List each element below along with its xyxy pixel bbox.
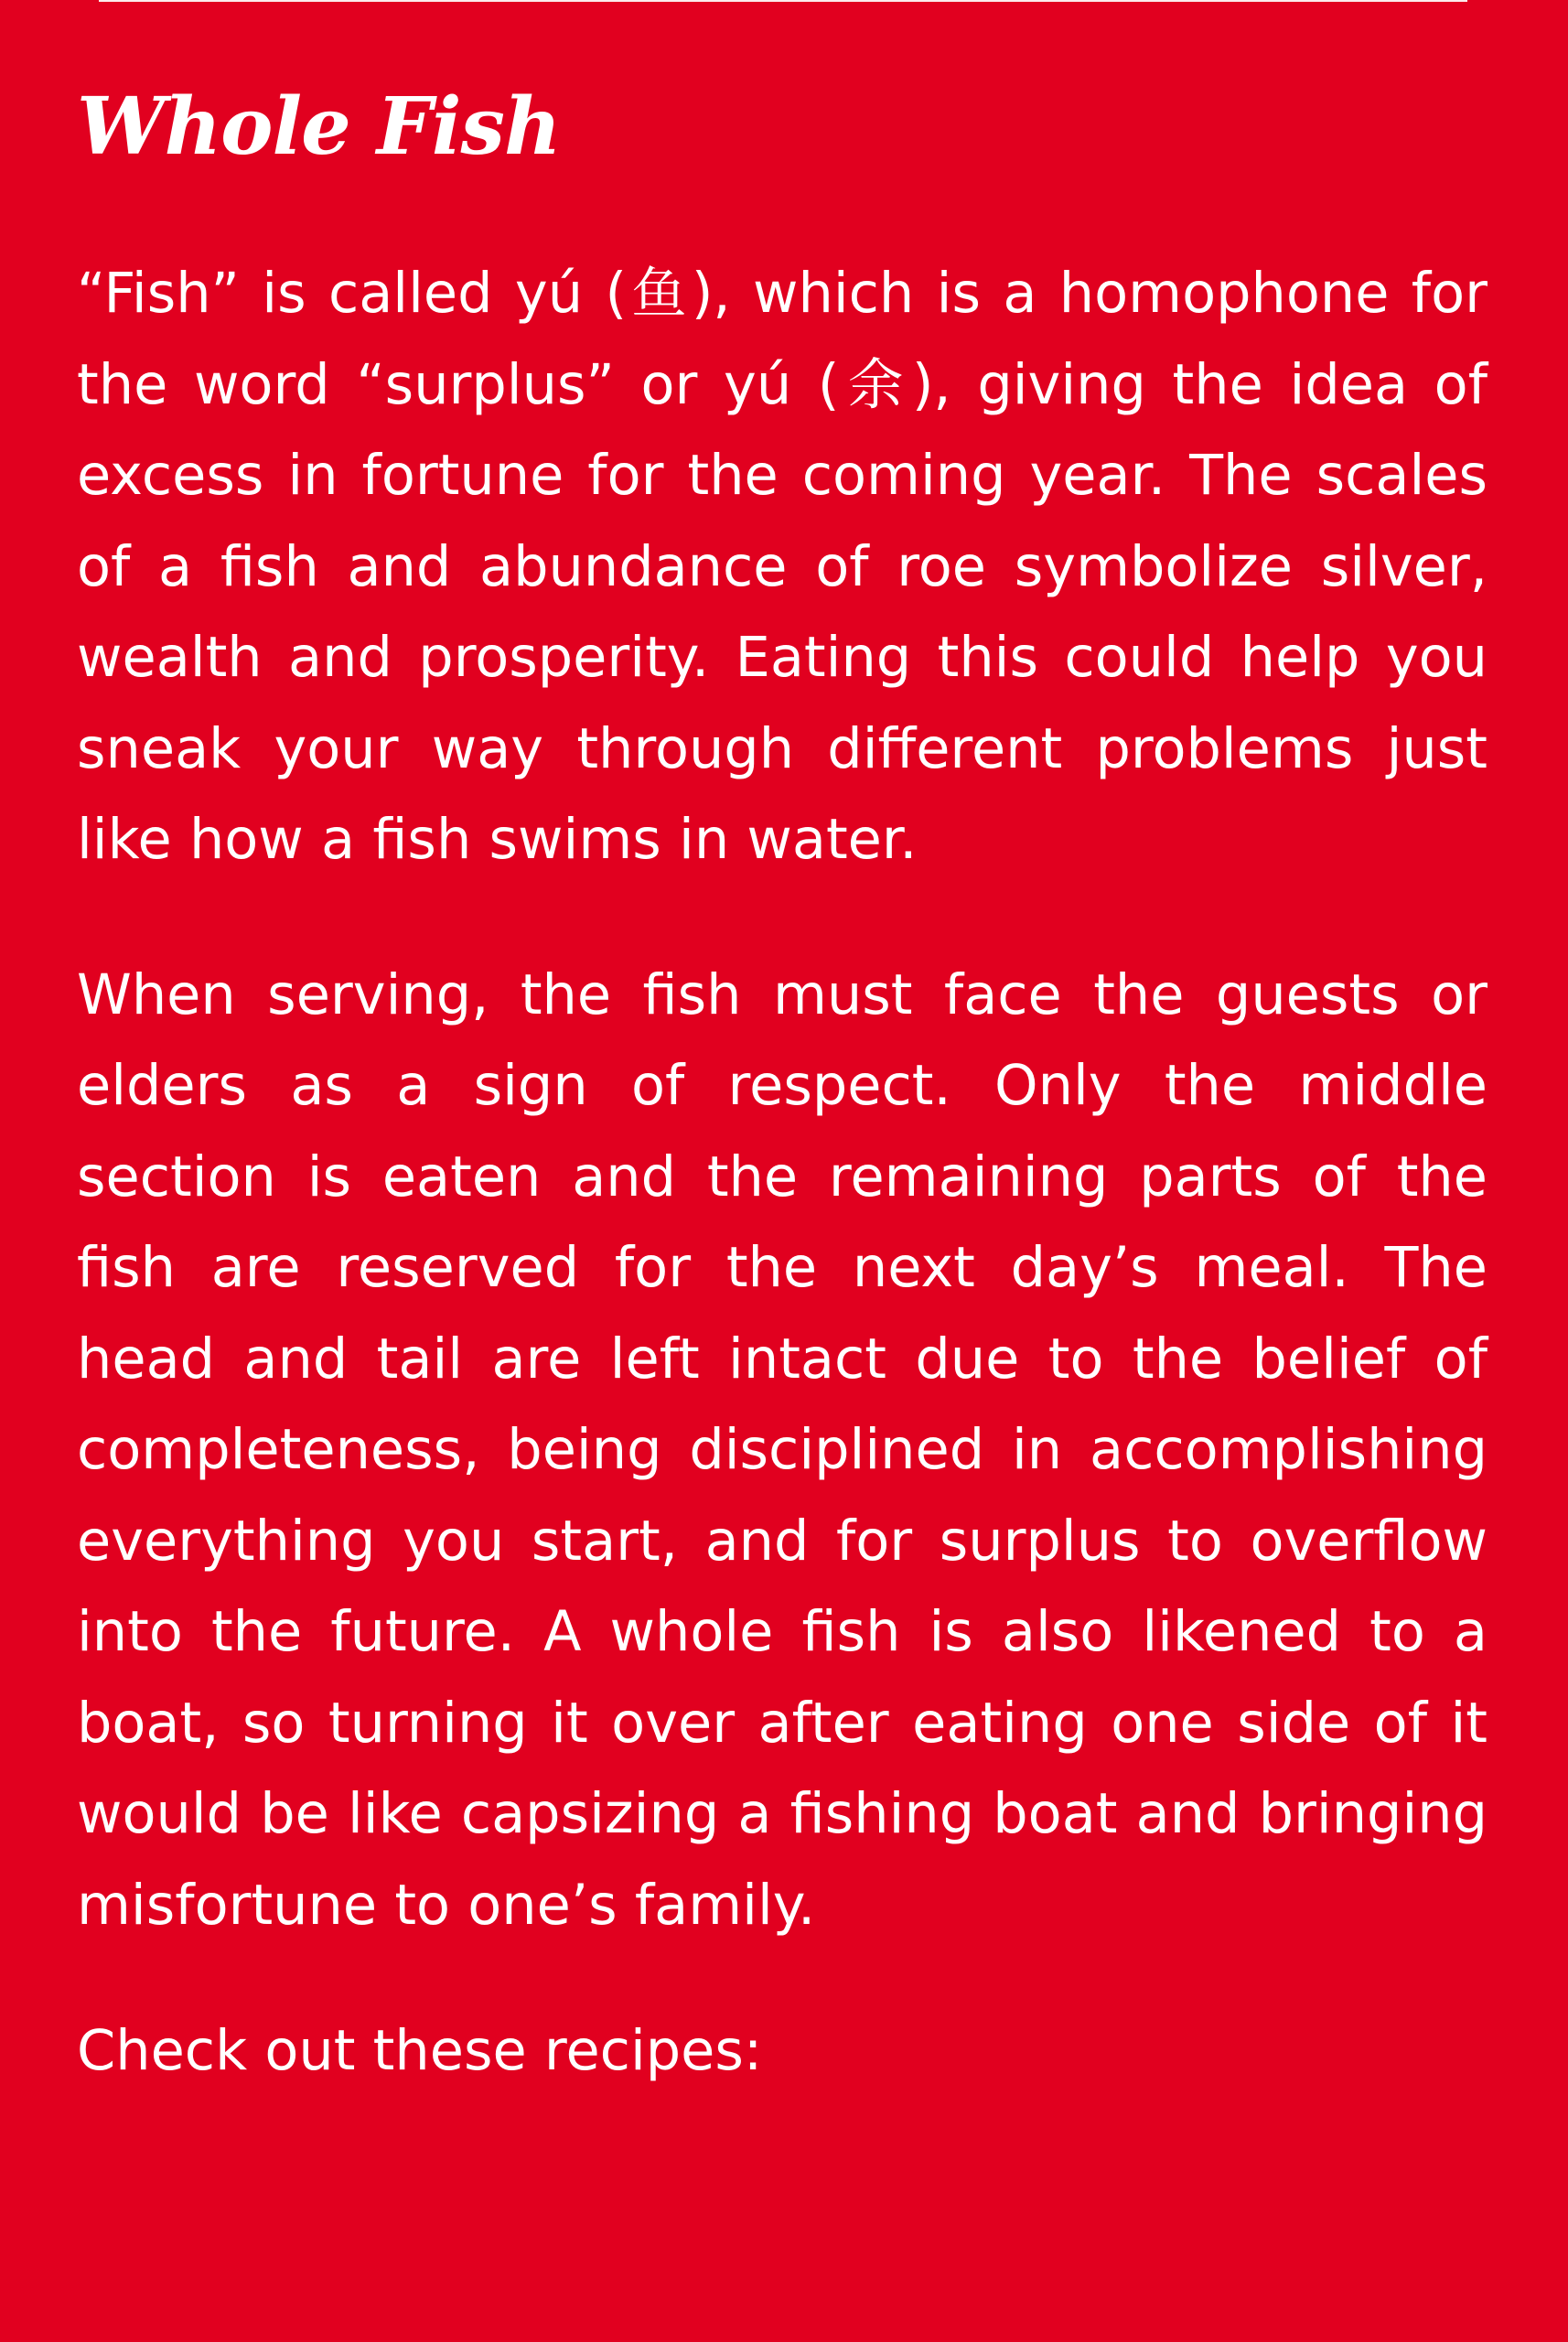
article-body bbox=[77, 249, 1487, 2098]
paragraph-fish-meaning: “Fish” is called yú (鱼), which is a homophone for the word “surplus” or yú (余), giving the idea of excess in fortune for the coming year. The scales of a fish and abundance of roe symbolize silver, wealth and prosperity. Eating this could help you sneak your way through different problems just like how a fish swims in water. bbox=[77, 262, 1487, 872]
section-title: Whole Fish bbox=[77, 81, 561, 173]
recipes-label: Check out these recipes: bbox=[77, 2019, 763, 2083]
top-divider bbox=[99, 0, 1467, 2]
paragraph-serving-tradition: When serving, the fish must face the guests or elders as a sign of respect. Only the middle section is eaten and the remaining parts of the fish are reserved for the next day’s meal. The head and tail are left intact due to the belief of completeness, being disciplined in accomplishing everything you start, and for surplus to overflow into the future. A whole fish is also likened to a boat, so turning it over after eating one side of it would be like capsizing a fishing boat and bringing misfortune to one’s family. bbox=[77, 962, 1487, 1938]
